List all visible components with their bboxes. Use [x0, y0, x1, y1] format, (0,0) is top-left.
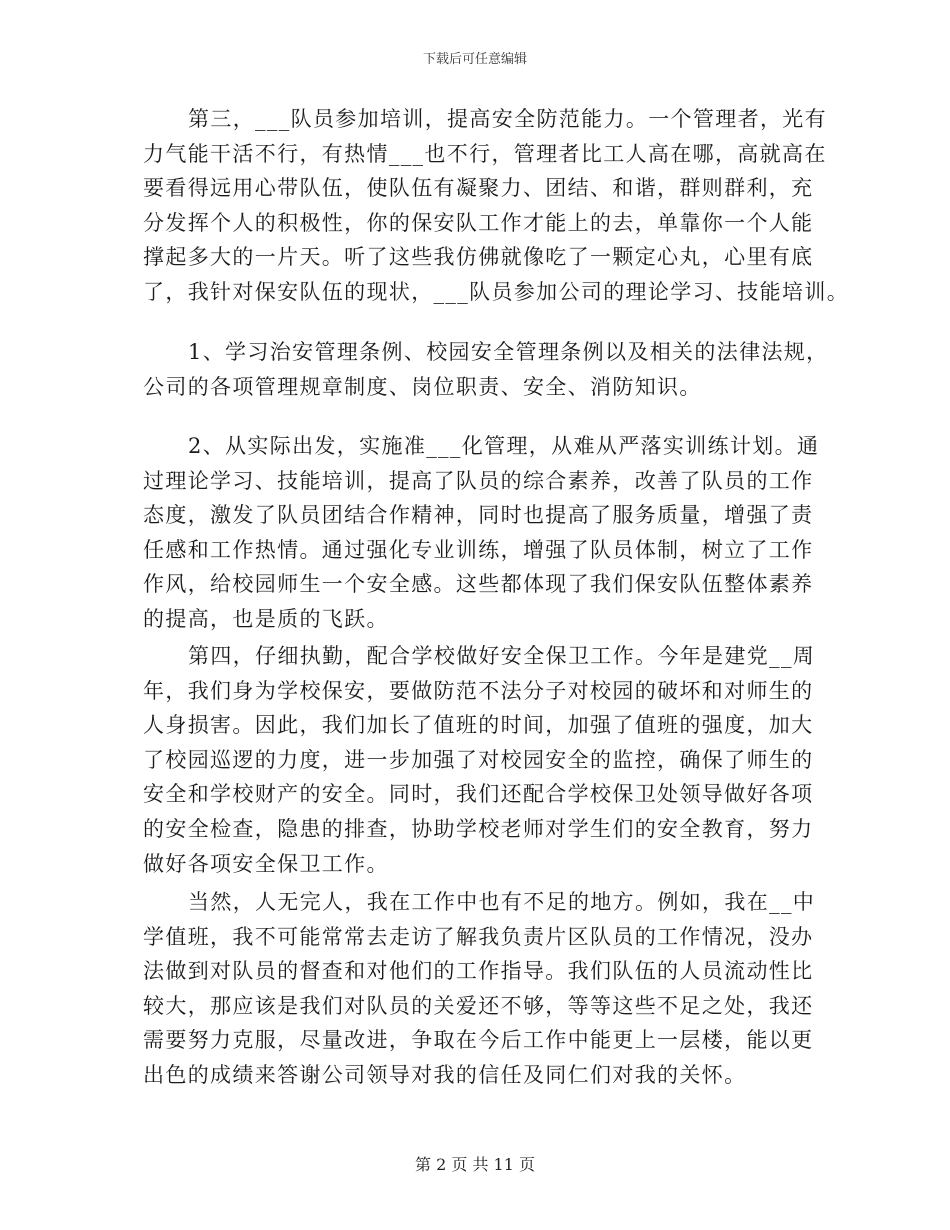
- paragraph-3-line-3: 态度，激发了队员团结合作精神，同时也提高了服务质量，增强了责: [143, 503, 814, 528]
- paragraph-1-line-3: 要看得远用心带队伍，使队伍有凝聚力、团结、和谐，群则群利，充: [143, 176, 814, 201]
- paragraph-5-line-6: 出色的成绩来答谢公司领导对我的信任及同仁们对我的关怀。: [143, 1063, 747, 1087]
- paragraph-1-line-5: 撑起多大的一片天。听了这些我仿佛就像吃了一颗定心丸，心里有底: [143, 245, 814, 270]
- paragraph-1-line-2: 力气能干活不行，有热情___也不行，管理者比工人高在哪，高就高在: [143, 141, 827, 166]
- paragraph-5-line-5: 需要努力克服，尽量改进，争取在今后工作中能更上一层楼，能以更: [143, 1028, 814, 1053]
- paragraph-4-line-5: 安全和学校财产的安全。同时，我们还配合学校保卫处领导做好各项: [143, 782, 814, 807]
- paragraph-3-line-1: 2、从实际出发，实施准___化管理，从难从严落实训练计划。通: [188, 434, 820, 458]
- paragraph-5-line-3: 法做到对队员的督查和对他们的工作指导。我们队伍的人员流动性比: [143, 959, 814, 984]
- paragraph-4-line-6: 的安全检查，隐患的排查，协助学校老师对学生们的安全教育，努力: [143, 817, 814, 841]
- paragraph-4-line-7: 做好各项安全保卫工作。: [143, 851, 389, 876]
- page-number-footer: 第 2 页 共 11 页: [415, 1155, 535, 1174]
- paragraph-2-line-2: 公司的各项管理规章制度、岗位职责、安全、消防知识。: [143, 374, 702, 399]
- paragraph-3-line-2: 过理论学习、技能培训，提高了队员的综合素养，改善了队员的工作: [143, 468, 814, 493]
- paragraph-2-line-1: 1、学习治安管理条例、校园安全管理条例以及相关的法律法规，: [188, 340, 829, 364]
- paragraph-3-line-5: 作风，给校园师生一个安全感。这些都体现了我们保安队伍整体素养: [143, 572, 814, 597]
- paragraph-4-line-4: 了校园巡逻的力度，进一步加强了对校园安全的监控，确保了师生的: [143, 747, 814, 772]
- page-header: 下载后可任意编辑: [422, 52, 527, 67]
- paragraph-1-line-4: 分发挥个人的积极性，你的保安队工作才能上的去，单靠你一个人能: [143, 210, 814, 235]
- paragraph-1-line-1: 第三，___队员参加培训，提高安全防范能力。一个管理者，光有: [188, 107, 827, 131]
- paragraph-5-line-1: 当然，人无完人，我在工作中也有不足的地方。例如，我在__中: [188, 890, 816, 914]
- paragraph-5-line-4: 较大，那应该是我们对队员的关爱还不够，等等这些不足之处，我还: [143, 993, 814, 1018]
- paragraph-4-line-1: 第四，仔细执勤，配合学校做好安全保卫工作。今年是建党__周: [188, 644, 816, 668]
- paragraph-3-line-4: 任感和工作热情。通过强化专业训练，增强了队员体制，树立了工作: [143, 537, 814, 562]
- paragraph-3-line-6: 的提高，也是质的飞跃。: [143, 607, 389, 631]
- paragraph-5-line-2: 学值班，我不可能常常去走访了解我负责片区队员的工作情况，没办: [143, 924, 814, 949]
- paragraph-4-line-2: 年，我们身为学校保安，要做防范不法分子对校园的破坏和对师生的: [143, 678, 814, 703]
- paragraph-4-line-3: 人身损害。因此，我们加长了值班的时间，加强了值班的强度，加大: [143, 713, 814, 738]
- paragraph-1-line-6: 了，我针对保安队伍的现状，___队员参加公司的理论学习、技能培训。: [143, 280, 850, 304]
